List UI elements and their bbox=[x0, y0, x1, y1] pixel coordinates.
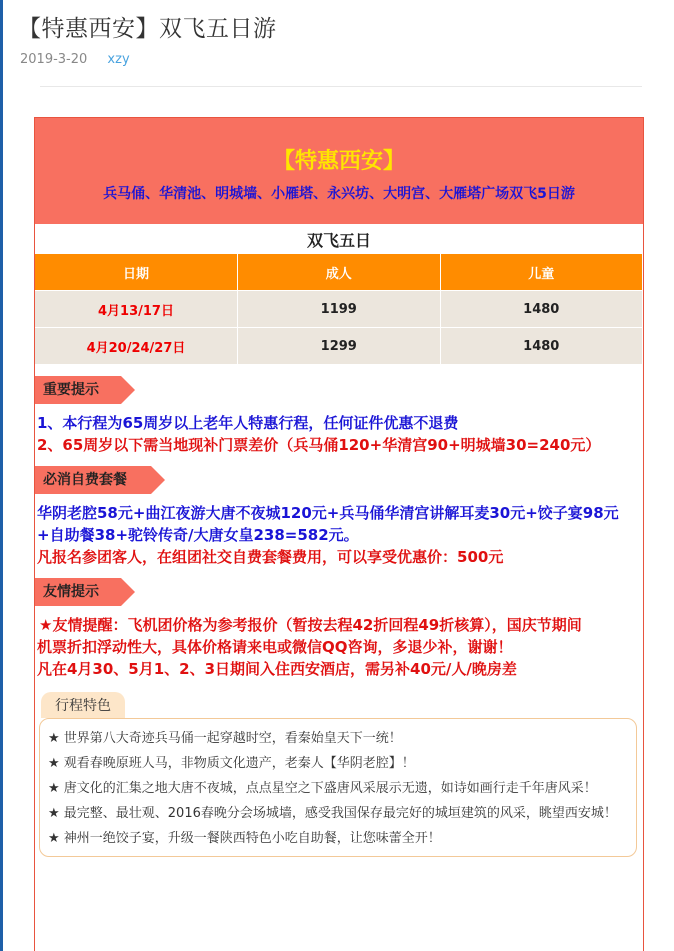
author-link[interactable]: xzy bbox=[107, 52, 130, 67]
table-header-row bbox=[35, 254, 643, 291]
tour-card bbox=[34, 117, 644, 951]
important-line-1: 1、本行程为65周岁以上老年人特惠行程，任何证件优惠不退费 bbox=[37, 414, 459, 432]
friendly-line-1: ★友情提醒：飞机团价格为参考报价（暂按去程42折回程49折核算），国庆节期间 bbox=[39, 616, 582, 634]
cell-adult: 1199 bbox=[238, 291, 441, 328]
cell-child: 1480 bbox=[440, 291, 643, 328]
list-item: ★ 世界第八大奇迹兵马俑一起穿越时空，看秦始皇天下一统！ bbox=[48, 731, 402, 746]
header-child: 儿童 bbox=[440, 254, 643, 291]
price-caption: 双飞五日 bbox=[306, 231, 371, 250]
features-box bbox=[39, 718, 637, 857]
important-line-2: 2、65周岁以下需当地现补门票差价（兵马俑120+华清宫90+明城墙30=240元） bbox=[37, 436, 601, 454]
divider bbox=[40, 86, 642, 87]
selfpay-line-3: 凡报名参团客人，在组团社交自费套餐费用，可以享受优惠价：500元 bbox=[37, 548, 504, 566]
important-tag: 重要提示 bbox=[35, 376, 121, 404]
friendly-line-2: 机票折扣浮动性大，具体价格请来电或微信QQ咨询，多退少补，谢谢！ bbox=[37, 638, 513, 656]
list-item: ★ 最完整、最壮观、2016春晚分会场城墙，感受我国保存最完好的城垣建筑的风采，眺望西安城！ bbox=[48, 806, 617, 821]
page-title: 【特惠西安】双飞五日游 bbox=[18, 16, 277, 42]
selfpay-tag: 必消自费套餐 bbox=[35, 466, 151, 494]
selfpay-line-1: 华阴老腔58元+曲江夜游大唐不夜城120元+兵马俑华清宫讲解耳麦30元+饺子宴98元 bbox=[37, 504, 619, 522]
selfpay-section bbox=[35, 466, 643, 568]
banner-title: 【特惠西安】 bbox=[272, 149, 405, 174]
features-section bbox=[35, 692, 643, 857]
left-accent-bar bbox=[0, 0, 3, 951]
selfpay-line-2: +自助餐38+驼铃传奇/大唐女皇238=582元。 bbox=[37, 526, 359, 544]
list-item: ★ 唐文化的汇集之地大唐不夜城，点点星空之下盛唐风采展示无遗，如诗如画行走千年唐风采！ bbox=[48, 781, 597, 796]
header-adult: 成人 bbox=[238, 254, 441, 291]
friendly-line-3: 凡在4月30、5月1、2、3日期间入住西安酒店，需另补40元/人/晚房差 bbox=[37, 660, 517, 678]
friendly-tag: 友情提示 bbox=[35, 578, 121, 606]
cell-adult: 1299 bbox=[238, 328, 441, 365]
list-item: ★ 观看春晚原班人马，非物质文化遗产，老秦人【华阴老腔】！ bbox=[48, 756, 415, 771]
post-date: 2019-3-20 bbox=[20, 52, 88, 67]
banner-subtitle: 兵马俑、华清池、明城墙、小雁塔、永兴坊、大明宫、大雁塔广场双飞5日游 bbox=[103, 186, 575, 202]
cell-date: 4月20/24/27日 bbox=[35, 328, 238, 365]
list-item: ★ 神州一绝饺子宴，升级一餐陕西特色小吃自助餐，让您味蕾全开！ bbox=[48, 831, 441, 846]
features-tab: 行程特色 bbox=[41, 692, 125, 718]
banner bbox=[35, 118, 643, 224]
table-row bbox=[35, 291, 643, 328]
important-section bbox=[35, 376, 643, 456]
price-table bbox=[35, 254, 643, 364]
cell-date: 4月13/17日 bbox=[35, 291, 238, 328]
friendly-section bbox=[35, 578, 643, 680]
table-row bbox=[35, 328, 643, 365]
post-meta bbox=[20, 52, 130, 67]
cell-child: 1480 bbox=[440, 328, 643, 365]
header-date: 日期 bbox=[35, 254, 238, 291]
